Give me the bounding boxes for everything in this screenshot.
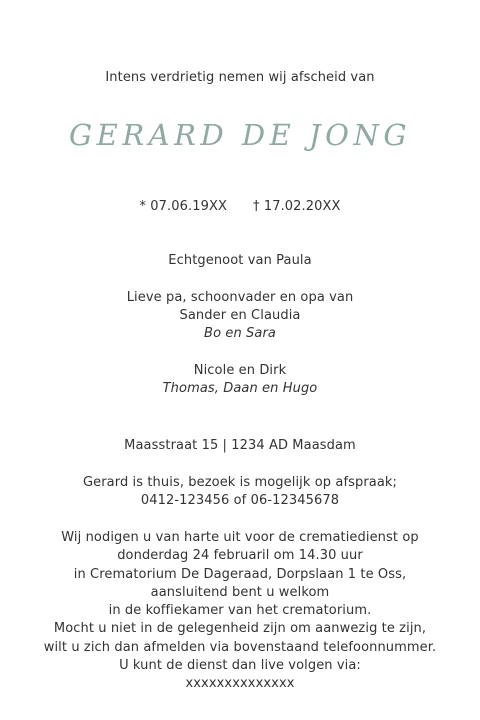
couple-2: Nicole en Dirk [193, 362, 287, 378]
grandchildren-1: Bo en Sara [204, 326, 276, 342]
service-line: wilt u zich dan afmelden via bovenstaand telefoonnummer. [43, 639, 437, 655]
phone-line: 0412-123456 of 06-12345678 [140, 492, 340, 508]
service-section [0, 529, 480, 694]
intro-text: Intens verdrietig nemen wij afscheid van [105, 70, 375, 85]
service-line: aansluitend bent u welkom [150, 584, 330, 600]
service-line: U kunt de dienst dan live volgen via: [119, 658, 361, 674]
deceased-name: GERARD DE JONG [69, 118, 411, 152]
birth-date: * 07.06.19XX [139, 199, 227, 214]
couple-1: Sander en Claudia [179, 307, 301, 323]
contact-section [0, 437, 480, 510]
service-line: donderdag 24 februaril om 14.30 uur [117, 548, 363, 564]
family-section [0, 252, 480, 398]
children-intro: Lieve pa, schoonvader en opa van [126, 289, 354, 305]
service-line: Wij nodigen u van harte uit voor de crematiedienst op [61, 530, 419, 545]
service-line: in de koffiekamer van het crematorium. [108, 603, 372, 619]
spouse-line: Echtgenoot van Paula [168, 253, 312, 268]
death-date: † 17.02.20XX [253, 199, 341, 214]
service-line: in Crematorium De Dageraad, Dorpslaan 1 te Oss, [73, 566, 407, 582]
livestream-link: xxxxxxxxxxxxxx [185, 676, 295, 692]
service-line: Mocht u niet in de gelegenheid zijn om aanwezig te zijn, [53, 621, 427, 637]
grandchildren-2: Thomas, Daan en Hugo [162, 381, 318, 397]
address-line: Maasstraat 15 | 1234 AD Maasdam [124, 438, 356, 453]
visit-line: Gerard is thuis, bezoek is mogelijk op afspraak; [82, 474, 398, 490]
life-dates [0, 199, 480, 214]
